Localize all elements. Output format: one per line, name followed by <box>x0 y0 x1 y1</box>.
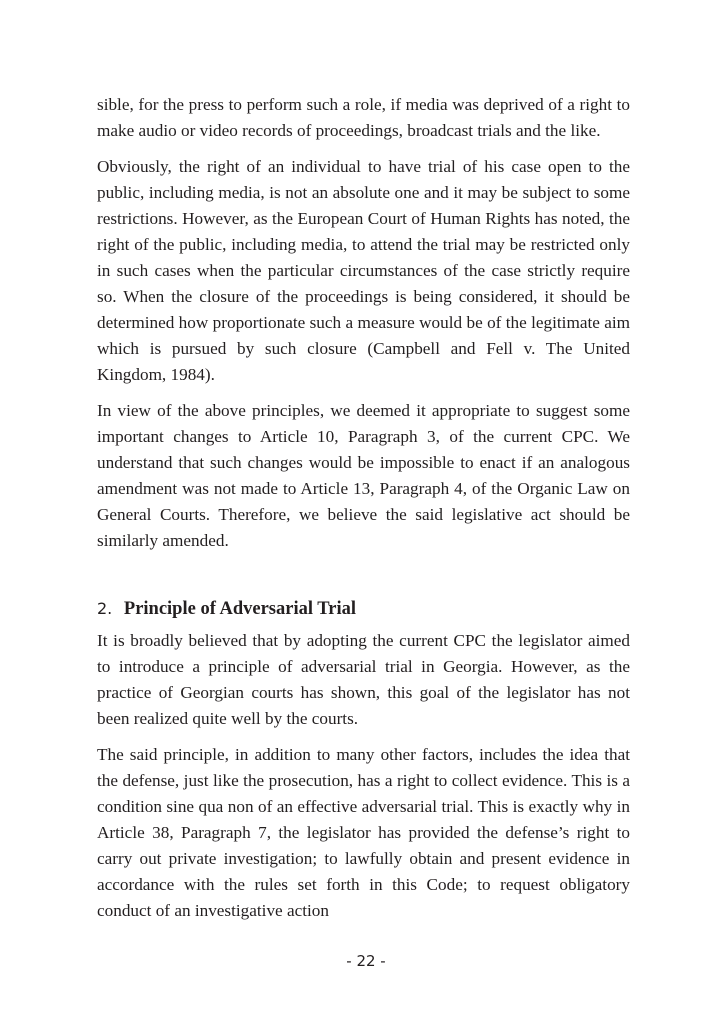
document-page <box>97 92 630 934</box>
paragraph-defense-evidence: The said principle, in addition to many other factors, includes the idea that the defense, just like the prosecution, has a right to collect evidence. This is a condition sine qua non of an effective adversarial trial. This is exactly why in Article 38, Paragraph 7, the legislator has provided the defense’s right to carry out private investigation; to lawfully obtain and present evidence in accordance with the rules set forth in this Code; to request obligatory conduct of an investigative action <box>97 745 630 920</box>
paragraph-public-trial-restrictions: Obviously, the right of an individual to have trial of his case open to the public, including media, is not an absolute one and it may be subject to some restrictions. However, as the European Court of Human Rights has noted, the right of the public, including media, to attend the trial may be restricted only in such cases when the particular circumstances of the case strictly require so. When the closure of the proceedings is being considered, it should be determined how proportionate such a measure would be of the legitimate aim which is pursued by such closure (Campbell and Fell v. The United Kingdom, 1984). <box>97 157 630 384</box>
section-number: 2. <box>97 599 113 618</box>
section-heading <box>97 596 630 622</box>
section-title: Principle of Adversarial Trial <box>123 599 356 619</box>
paragraph-media-deprivation: sible, for the press to perform such a role, if media was deprived of a right to make audio or video records of proceedings, broadcast trials and the like. <box>97 95 630 140</box>
paragraph-adversarial-intro: It is broadly believed that by adopting the current CPC the legislator aimed to introduce a principle of adversarial trial in Georgia. However, as the practice of Georgian courts has shown, this goal of the legislator has not been realized quite well by the courts. <box>97 631 630 728</box>
paragraph-suggested-changes: In view of the above principles, we deemed it appropriate to suggest some important changes to Article 10, Paragraph 3, of the current CPC. We understand that such changes would be impossible to enact if an analogous amendment was not made to Article 13, Paragraph 4, of the Organic Law on General Courts. Therefore, we believe the said legislative act should be similarly amended. <box>97 401 630 550</box>
page-number: - 22 - <box>346 952 386 970</box>
